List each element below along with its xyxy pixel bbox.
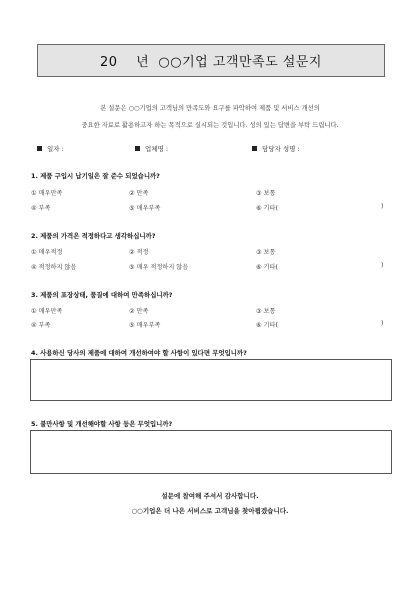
q3-option-4[interactable]: ④ 부족 [31, 322, 51, 329]
square-bullet-icon [252, 146, 257, 151]
q2-option-3[interactable]: ③ 보통 [256, 249, 276, 256]
q1-option-3[interactable]: ③ 보통 [256, 190, 276, 197]
q3-option-1[interactable]: ① 매우만족 [31, 308, 63, 315]
q1-close-paren: ) [381, 203, 384, 210]
footer-closing: ○○기업은 더 나은 서비스로 고객님을 찾아뵙겠습니다. [131, 507, 289, 515]
q2-option-1[interactable]: ① 매우적정 [31, 249, 63, 256]
q3-option-3[interactable]: ③ 보통 [256, 308, 276, 315]
q3-close-paren: ) [381, 320, 384, 327]
square-bullet-icon [37, 146, 42, 151]
manager-label: 담당자 성명 : [262, 145, 300, 153]
q3-option-6[interactable]: ⑥ 기타( [256, 322, 278, 329]
q2-close-paren: ) [381, 262, 384, 269]
q3-option-5[interactable]: ⑤ 매우부족 [129, 322, 161, 329]
q4-answer-box[interactable] [30, 359, 392, 401]
question-2: 2. 제품의 가격은 적정하다고 생각하십니까? [31, 232, 156, 240]
q1-option-2[interactable]: ② 만족 [129, 190, 149, 197]
intro-text [30, 100, 390, 134]
footer-thanks: 설문에 참여해 주셔서 감사합니다. [161, 492, 259, 500]
q2-option-6[interactable]: ⑥ 기타( [256, 264, 278, 271]
question-4: 4. 사용하신 당사의 제품에 대하여 개선하여야 할 사항이 있다면 무엇입니까? [31, 349, 247, 357]
q5-answer-box[interactable] [30, 430, 392, 474]
company-label: 업체명 : [145, 145, 169, 153]
intro-line-2: 중요한 자료로 활용하고자 하는 목적으로 실시되는 것입니다. 성의 있는 답변을 부탁 드립니다. [81, 122, 339, 129]
q1-option-6[interactable]: ⑥ 기타( [256, 205, 278, 212]
survey-title: 20 년 ○○기업 고객만족도 설문지 [100, 55, 322, 70]
survey-title-box [37, 44, 385, 77]
question-5: 5. 불만사항 및 개선해야할 사항 등은 무엇입니까? [31, 420, 173, 428]
q1-option-5[interactable]: ⑤ 매우부족 [129, 205, 161, 212]
q2-option-5[interactable]: ⑤ 매우 적정하지 않음 [129, 264, 189, 271]
question-3: 3. 제품의 포장상태, 품질에 대하여 만족하십니까? [31, 291, 173, 299]
meta-date [37, 144, 64, 153]
q1-option-4[interactable]: ④ 부족 [31, 205, 51, 212]
square-bullet-icon [135, 146, 140, 151]
question-1: 1. 제품 구입시 납기일은 잘 준수 되었습니까? [31, 172, 160, 180]
q3-option-2[interactable]: ② 만족 [129, 308, 149, 315]
intro-line-1: 본 설문은 ○○기업의 고객님의 만족도와 요구를 파악하여 제품 및 서비스 개선의 [100, 105, 320, 112]
meta-manager [252, 144, 300, 153]
date-label: 일자 : [47, 145, 64, 153]
meta-company [135, 144, 168, 153]
q2-option-2[interactable]: ② 적정 [129, 249, 149, 256]
q2-option-4[interactable]: ④ 적정하지 않음 [31, 264, 77, 271]
q1-option-1[interactable]: ① 매우만족 [31, 190, 63, 197]
